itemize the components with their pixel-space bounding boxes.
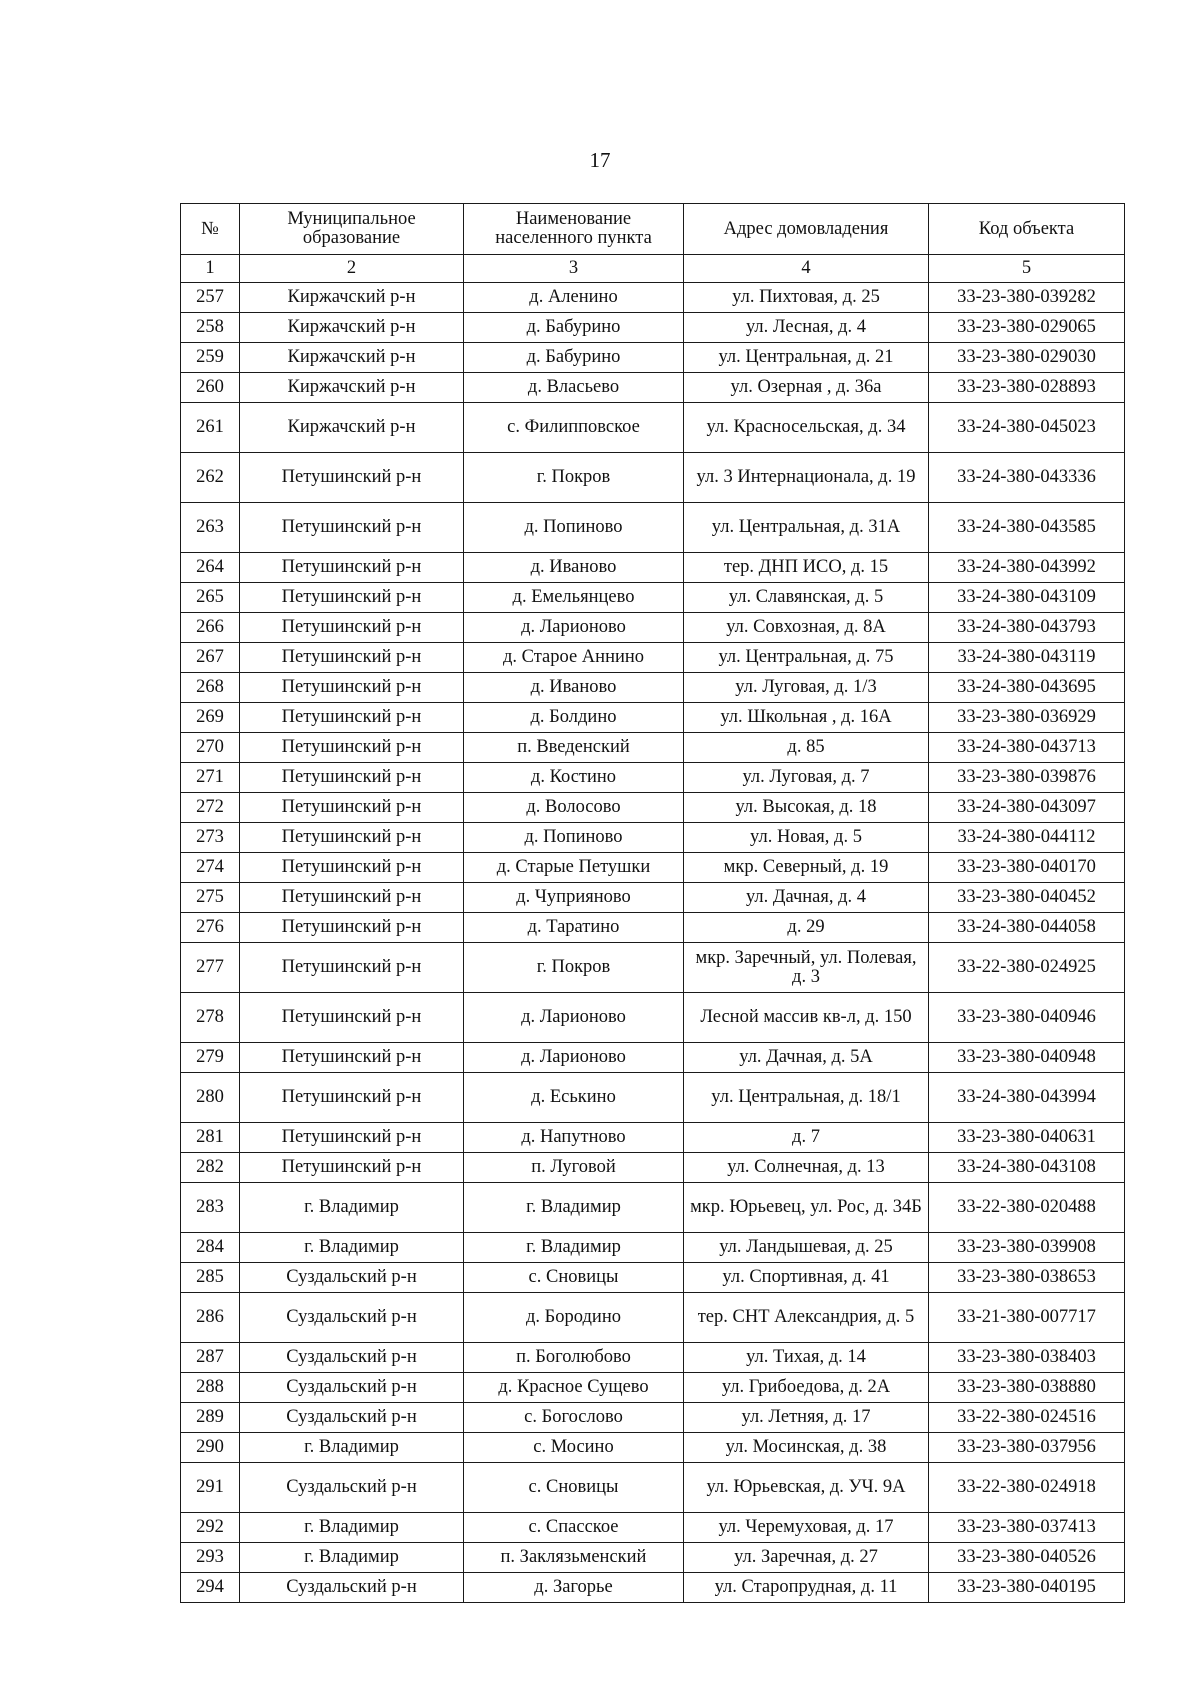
object-code-cell: 33-23-380-040170 bbox=[929, 853, 1125, 883]
table-row bbox=[181, 613, 1125, 643]
address-cell: мкр. Заречный, ул. Полевая, д. 3 bbox=[684, 943, 929, 993]
table-row bbox=[181, 553, 1125, 583]
address-cell: мкр. Юрьевец, ул. Рос, д. 34Б bbox=[684, 1183, 929, 1233]
object-code-cell: 33-24-380-043585 bbox=[929, 503, 1125, 553]
settlement-cell: д. Ларионово bbox=[464, 613, 684, 643]
table-row bbox=[181, 853, 1125, 883]
table-row bbox=[181, 643, 1125, 673]
settlement-cell: г. Покров bbox=[464, 943, 684, 993]
address-cell: ул. Мосинская, д. 38 bbox=[684, 1433, 929, 1463]
row-number-cell: 276 bbox=[181, 913, 240, 943]
table-header-row bbox=[181, 204, 1125, 255]
table-row bbox=[181, 1343, 1125, 1373]
table-row bbox=[181, 793, 1125, 823]
row-number-cell: 259 bbox=[181, 343, 240, 373]
row-number-cell: 267 bbox=[181, 643, 240, 673]
object-code-cell: 33-24-380-045023 bbox=[929, 403, 1125, 453]
settlement-cell: г. Покров bbox=[464, 453, 684, 503]
object-code-cell: 33-24-380-043994 bbox=[929, 1073, 1125, 1123]
table-body bbox=[181, 283, 1125, 1603]
object-code-cell: 33-23-380-038403 bbox=[929, 1343, 1125, 1373]
municipality-cell: Петушинский р-н bbox=[240, 913, 464, 943]
address-cell: ул. Пихтовая, д. 25 bbox=[684, 283, 929, 313]
settlement-cell: д. Еськино bbox=[464, 1073, 684, 1123]
address-cell: ул. Черемуховая, д. 17 bbox=[684, 1513, 929, 1543]
municipality-cell: г. Владимир bbox=[240, 1543, 464, 1573]
object-code-cell: 33-23-380-039282 bbox=[929, 283, 1125, 313]
settlement-cell: д. Емельянцево bbox=[464, 583, 684, 613]
row-number-cell: 270 bbox=[181, 733, 240, 763]
municipality-cell: г. Владимир bbox=[240, 1183, 464, 1233]
address-cell: ул. Дачная, д. 5А bbox=[684, 1043, 929, 1073]
row-number-cell: 275 bbox=[181, 883, 240, 913]
municipality-cell: Петушинский р-н bbox=[240, 823, 464, 853]
column-number: 3 bbox=[464, 255, 684, 283]
object-code-cell: 33-24-380-043713 bbox=[929, 733, 1125, 763]
row-number-cell: 286 bbox=[181, 1293, 240, 1343]
object-code-cell: 33-22-380-020488 bbox=[929, 1183, 1125, 1233]
page-number: 17 bbox=[589, 148, 611, 172]
address-cell: ул. Тихая, д. 14 bbox=[684, 1343, 929, 1373]
address-cell: ул. Озерная , д. 36а bbox=[684, 373, 929, 403]
row-number-cell: 273 bbox=[181, 823, 240, 853]
table-row bbox=[181, 1513, 1125, 1543]
table-row bbox=[181, 1153, 1125, 1183]
row-number-cell: 293 bbox=[181, 1543, 240, 1573]
settlement-cell: д. Аленино bbox=[464, 283, 684, 313]
municipality-cell: Суздальский р-н bbox=[240, 1573, 464, 1603]
table-row bbox=[181, 823, 1125, 853]
municipality-cell: Киржачский р-н bbox=[240, 403, 464, 453]
table-row bbox=[181, 1573, 1125, 1603]
settlement-cell: д. Попиново bbox=[464, 823, 684, 853]
object-code-cell: 33-23-380-040946 bbox=[929, 993, 1125, 1043]
object-code-cell: 33-23-380-039908 bbox=[929, 1233, 1125, 1263]
municipality-cell: Киржачский р-н bbox=[240, 343, 464, 373]
address-cell: ул. Юрьевская, д. УЧ. 9А bbox=[684, 1463, 929, 1513]
settlement-cell: д. Загорье bbox=[464, 1573, 684, 1603]
address-cell: ул. Лесная, д. 4 bbox=[684, 313, 929, 343]
object-code-cell: 33-23-380-036929 bbox=[929, 703, 1125, 733]
table-row bbox=[181, 1123, 1125, 1153]
object-code-cell: 33-24-380-044112 bbox=[929, 823, 1125, 853]
settlement-cell: д. Иваново bbox=[464, 673, 684, 703]
settlement-cell: д. Чуприяново bbox=[464, 883, 684, 913]
settlement-cell: д. Напутново bbox=[464, 1123, 684, 1153]
object-code-cell: 33-22-380-024918 bbox=[929, 1463, 1125, 1513]
row-number-cell: 263 bbox=[181, 503, 240, 553]
municipality-cell: Петушинский р-н bbox=[240, 503, 464, 553]
object-code-cell: 33-23-380-028893 bbox=[929, 373, 1125, 403]
municipality-cell: Петушинский р-н bbox=[240, 553, 464, 583]
settlement-cell: п. Боголюбово bbox=[464, 1343, 684, 1373]
object-code-cell: 33-24-380-043109 bbox=[929, 583, 1125, 613]
settlement-cell: д. Ларионово bbox=[464, 1043, 684, 1073]
municipality-cell: Петушинский р-н bbox=[240, 643, 464, 673]
table-row bbox=[181, 673, 1125, 703]
table-row bbox=[181, 1543, 1125, 1573]
table-row bbox=[181, 343, 1125, 373]
table-row bbox=[181, 733, 1125, 763]
object-code-cell: 33-23-380-037956 bbox=[929, 1433, 1125, 1463]
settlement-cell: д. Старое Аннино bbox=[464, 643, 684, 673]
address-cell: Лесной массив кв-л, д. 150 bbox=[684, 993, 929, 1043]
object-code-cell: 33-22-380-024925 bbox=[929, 943, 1125, 993]
settlement-cell: д. Ларионово bbox=[464, 993, 684, 1043]
table-row bbox=[181, 1373, 1125, 1403]
table-row bbox=[181, 1073, 1125, 1123]
table-row bbox=[181, 703, 1125, 733]
settlement-cell: д. Волосово bbox=[464, 793, 684, 823]
households-table bbox=[180, 203, 1125, 1603]
object-code-cell: 33-23-380-039876 bbox=[929, 763, 1125, 793]
address-cell: ул. Летняя, д. 17 bbox=[684, 1403, 929, 1433]
address-cell: ул. Спортивная, д. 41 bbox=[684, 1263, 929, 1293]
table-row bbox=[181, 1403, 1125, 1433]
object-code-cell: 33-23-380-040195 bbox=[929, 1573, 1125, 1603]
row-number-cell: 280 bbox=[181, 1073, 240, 1123]
row-number-cell: 283 bbox=[181, 1183, 240, 1233]
row-number-cell: 289 bbox=[181, 1403, 240, 1433]
row-number-cell: 268 bbox=[181, 673, 240, 703]
address-cell: ул. 3 Интернационала, д. 19 bbox=[684, 453, 929, 503]
column-number: 1 bbox=[181, 255, 240, 283]
municipality-cell: Петушинский р-н bbox=[240, 1073, 464, 1123]
municipality-cell: Петушинский р-н bbox=[240, 733, 464, 763]
municipality-cell: г. Владимир bbox=[240, 1513, 464, 1543]
object-code-cell: 33-23-380-037413 bbox=[929, 1513, 1125, 1543]
settlement-cell: г. Владимир bbox=[464, 1233, 684, 1263]
object-code-cell: 33-24-380-043336 bbox=[929, 453, 1125, 503]
header-settlement: Наименование населенного пункта bbox=[464, 204, 684, 255]
address-cell: ул. Центральная, д. 31А bbox=[684, 503, 929, 553]
row-number-cell: 271 bbox=[181, 763, 240, 793]
table-row bbox=[181, 1233, 1125, 1263]
table-row bbox=[181, 373, 1125, 403]
settlement-cell: д. Бабурино bbox=[464, 343, 684, 373]
table-row bbox=[181, 1463, 1125, 1513]
municipality-cell: Суздальский р-н bbox=[240, 1293, 464, 1343]
column-numbers-row bbox=[181, 255, 1125, 283]
table-row bbox=[181, 763, 1125, 793]
object-code-cell: 33-23-380-040452 bbox=[929, 883, 1125, 913]
table-row bbox=[181, 913, 1125, 943]
row-number-cell: 284 bbox=[181, 1233, 240, 1263]
object-code-cell: 33-24-380-043097 bbox=[929, 793, 1125, 823]
table-row bbox=[181, 503, 1125, 553]
settlement-cell: д. Костино bbox=[464, 763, 684, 793]
table-row bbox=[181, 993, 1125, 1043]
settlement-cell: п. Введенский bbox=[464, 733, 684, 763]
row-number-cell: 274 bbox=[181, 853, 240, 883]
settlement-cell: п. Луговой bbox=[464, 1153, 684, 1183]
address-cell: д. 7 bbox=[684, 1123, 929, 1153]
object-code-cell: 33-24-380-044058 bbox=[929, 913, 1125, 943]
municipality-cell: Петушинский р-н bbox=[240, 853, 464, 883]
address-cell: д. 85 bbox=[684, 733, 929, 763]
row-number-cell: 277 bbox=[181, 943, 240, 993]
row-number-cell: 294 bbox=[181, 1573, 240, 1603]
table-row bbox=[181, 883, 1125, 913]
municipality-cell: Киржачский р-н bbox=[240, 313, 464, 343]
address-cell: ул. Славянская, д. 5 bbox=[684, 583, 929, 613]
municipality-cell: Суздальский р-н bbox=[240, 1463, 464, 1513]
table-row bbox=[181, 283, 1125, 313]
municipality-cell: Петушинский р-н bbox=[240, 793, 464, 823]
settlement-cell: с. Спасское bbox=[464, 1513, 684, 1543]
table-row bbox=[181, 453, 1125, 503]
row-number-cell: 257 bbox=[181, 283, 240, 313]
municipality-cell: Суздальский р-н bbox=[240, 1403, 464, 1433]
settlement-cell: д. Власьево bbox=[464, 373, 684, 403]
column-number: 4 bbox=[684, 255, 929, 283]
row-number-cell: 264 bbox=[181, 553, 240, 583]
municipality-cell: г. Владимир bbox=[240, 1433, 464, 1463]
row-number-cell: 279 bbox=[181, 1043, 240, 1073]
table-row bbox=[181, 943, 1125, 993]
settlement-cell: с. Богослово bbox=[464, 1403, 684, 1433]
table-row bbox=[181, 1433, 1125, 1463]
object-code-cell: 33-24-380-043793 bbox=[929, 613, 1125, 643]
municipality-cell: Петушинский р-н bbox=[240, 613, 464, 643]
object-code-cell: 33-22-380-024516 bbox=[929, 1403, 1125, 1433]
address-cell: ул. Солнечная, д. 13 bbox=[684, 1153, 929, 1183]
object-code-cell: 33-23-380-040526 bbox=[929, 1543, 1125, 1573]
municipality-cell: Суздальский р-н bbox=[240, 1263, 464, 1293]
settlement-cell: с. Сновицы bbox=[464, 1263, 684, 1293]
row-number-cell: 291 bbox=[181, 1463, 240, 1513]
address-cell: ул. Центральная, д. 21 bbox=[684, 343, 929, 373]
row-number-cell: 278 bbox=[181, 993, 240, 1043]
municipality-cell: Петушинский р-н bbox=[240, 1153, 464, 1183]
object-code-cell: 33-23-380-040948 bbox=[929, 1043, 1125, 1073]
municipality-cell: Петушинский р-н bbox=[240, 943, 464, 993]
header-number: № bbox=[181, 204, 240, 255]
settlement-cell: д. Иваново bbox=[464, 553, 684, 583]
settlement-cell: с. Филипповское bbox=[464, 403, 684, 453]
municipality-cell: Киржачский р-н bbox=[240, 283, 464, 313]
address-cell: ул. Высокая, д. 18 bbox=[684, 793, 929, 823]
object-code-cell: 33-24-380-043695 bbox=[929, 673, 1125, 703]
address-cell: ул. Школьная , д. 16А bbox=[684, 703, 929, 733]
address-cell: д. 29 bbox=[684, 913, 929, 943]
row-number-cell: 265 bbox=[181, 583, 240, 613]
settlement-cell: д. Красное Сущево bbox=[464, 1373, 684, 1403]
row-number-cell: 266 bbox=[181, 613, 240, 643]
settlement-cell: п. Заклязьменский bbox=[464, 1543, 684, 1573]
municipality-cell: Петушинский р-н bbox=[240, 1123, 464, 1153]
address-cell: ул. Грибоедова, д. 2А bbox=[684, 1373, 929, 1403]
address-cell: ул. Луговая, д. 7 bbox=[684, 763, 929, 793]
settlement-cell: д. Бородино bbox=[464, 1293, 684, 1343]
settlement-cell: с. Мосино bbox=[464, 1433, 684, 1463]
address-cell: ул. Дачная, д. 4 bbox=[684, 883, 929, 913]
municipality-cell: Петушинский р-н bbox=[240, 883, 464, 913]
object-code-cell: 33-24-380-043119 bbox=[929, 643, 1125, 673]
municipality-cell: Петушинский р-н bbox=[240, 583, 464, 613]
settlement-cell: д. Попиново bbox=[464, 503, 684, 553]
row-number-cell: 287 bbox=[181, 1343, 240, 1373]
municipality-cell: Петушинский р-н bbox=[240, 993, 464, 1043]
header-address: Адрес домовладения bbox=[684, 204, 929, 255]
municipality-cell: Петушинский р-н bbox=[240, 1043, 464, 1073]
settlement-cell: с. Сновицы bbox=[464, 1463, 684, 1513]
row-number-cell: 290 bbox=[181, 1433, 240, 1463]
header-municipality: Муниципальное образование bbox=[240, 204, 464, 255]
object-code-cell: 33-24-380-043992 bbox=[929, 553, 1125, 583]
row-number-cell: 288 bbox=[181, 1373, 240, 1403]
row-number-cell: 269 bbox=[181, 703, 240, 733]
row-number-cell: 262 bbox=[181, 453, 240, 503]
address-cell: ул. Новая, д. 5 bbox=[684, 823, 929, 853]
address-cell: ул. Луговая, д. 1/3 bbox=[684, 673, 929, 703]
table-row bbox=[181, 403, 1125, 453]
address-cell: ул. Красносельская, д. 34 bbox=[684, 403, 929, 453]
settlement-cell: г. Владимир bbox=[464, 1183, 684, 1233]
address-cell: ул. Старопрудная, д. 11 bbox=[684, 1573, 929, 1603]
address-cell: ул. Ландышевая, д. 25 bbox=[684, 1233, 929, 1263]
row-number-cell: 292 bbox=[181, 1513, 240, 1543]
address-cell: мкр. Северный, д. 19 bbox=[684, 853, 929, 883]
column-number: 5 bbox=[929, 255, 1125, 283]
row-number-cell: 258 bbox=[181, 313, 240, 343]
address-cell: ул. Центральная, д. 18/1 bbox=[684, 1073, 929, 1123]
municipality-cell: Суздальский р-н bbox=[240, 1343, 464, 1373]
object-code-cell: 33-24-380-043108 bbox=[929, 1153, 1125, 1183]
settlement-cell: д. Таратино bbox=[464, 913, 684, 943]
table-row bbox=[181, 1183, 1125, 1233]
municipality-cell: Суздальский р-н bbox=[240, 1373, 464, 1403]
municipality-cell: Киржачский р-н bbox=[240, 373, 464, 403]
row-number-cell: 282 bbox=[181, 1153, 240, 1183]
municipality-cell: Петушинский р-н bbox=[240, 453, 464, 503]
row-number-cell: 272 bbox=[181, 793, 240, 823]
municipality-cell: Петушинский р-н bbox=[240, 673, 464, 703]
object-code-cell: 33-23-380-029065 bbox=[929, 313, 1125, 343]
address-cell: ул. Центральная, д. 75 bbox=[684, 643, 929, 673]
address-cell: тер. ДНП ИСО, д. 15 bbox=[684, 553, 929, 583]
row-number-cell: 281 bbox=[181, 1123, 240, 1153]
address-cell: ул. Совхозная, д. 8А bbox=[684, 613, 929, 643]
header-object-code: Код объекта bbox=[929, 204, 1125, 255]
object-code-cell: 33-23-380-038880 bbox=[929, 1373, 1125, 1403]
settlement-cell: д. Болдино bbox=[464, 703, 684, 733]
municipality-cell: г. Владимир bbox=[240, 1233, 464, 1263]
municipality-cell: Петушинский р-н bbox=[240, 703, 464, 733]
object-code-cell: 33-21-380-007717 bbox=[929, 1293, 1125, 1343]
object-code-cell: 33-23-380-038653 bbox=[929, 1263, 1125, 1293]
row-number-cell: 261 bbox=[181, 403, 240, 453]
column-number: 2 bbox=[240, 255, 464, 283]
table-row bbox=[181, 1043, 1125, 1073]
table-row bbox=[181, 313, 1125, 343]
row-number-cell: 260 bbox=[181, 373, 240, 403]
settlement-cell: д. Старые Петушки bbox=[464, 853, 684, 883]
table-row bbox=[181, 1263, 1125, 1293]
municipality-cell: Петушинский р-н bbox=[240, 763, 464, 793]
table-row bbox=[181, 1293, 1125, 1343]
address-cell: ул. Заречная, д. 27 bbox=[684, 1543, 929, 1573]
settlement-cell: д. Бабурино bbox=[464, 313, 684, 343]
table-row bbox=[181, 583, 1125, 613]
address-cell: тер. СНТ Александрия, д. 5 bbox=[684, 1293, 929, 1343]
row-number-cell: 285 bbox=[181, 1263, 240, 1293]
object-code-cell: 33-23-380-029030 bbox=[929, 343, 1125, 373]
object-code-cell: 33-23-380-040631 bbox=[929, 1123, 1125, 1153]
